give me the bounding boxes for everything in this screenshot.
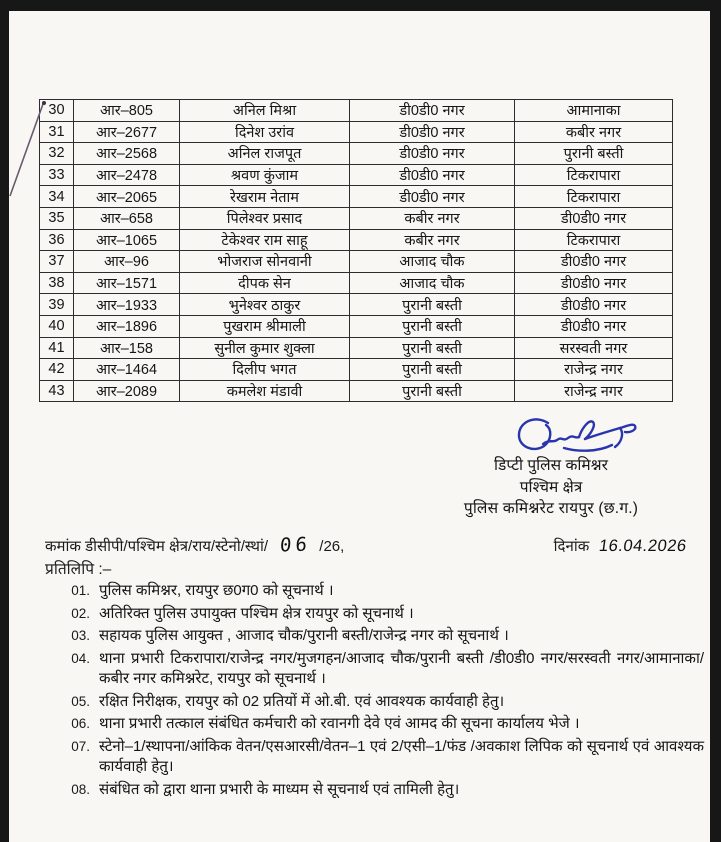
- new-posting-cell: टिकरापारा: [515, 164, 673, 186]
- list-item-text: पुलिस कमिश्नर, रायपुर छ0ग0 को सूचनार्थ ।: [99, 582, 334, 599]
- reference-line: [45, 534, 701, 556]
- table-row: [40, 272, 673, 294]
- scan-border-right: [710, 0, 721, 842]
- belt-number-cell: आर–1065: [74, 229, 180, 251]
- new-posting-cell: सरस्वती नगर: [515, 337, 673, 359]
- employee-name-cell: दीपक सेन: [180, 272, 350, 294]
- serial-cell: 39: [40, 294, 74, 316]
- list-item-number: 06.: [71, 716, 90, 731]
- employee-name-cell: पुखराम श्रीमाली: [180, 315, 350, 337]
- belt-number-cell: आर–2677: [74, 121, 180, 143]
- belt-number-cell: आर–1464: [74, 359, 180, 381]
- serial-cell: 35: [40, 207, 74, 229]
- table-row: [40, 186, 673, 208]
- serial-cell: 32: [40, 143, 74, 165]
- belt-number-cell: आर–658: [74, 207, 180, 229]
- reference-number-handwritten: 06: [279, 533, 312, 557]
- list-item-text: संबंधित को द्वारा थाना प्रभारी के माध्यम से सूचनार्थ एवं तामिली हेतु।: [99, 780, 460, 798]
- employee-name-cell: अनिल मिश्रा: [180, 100, 350, 122]
- list-item-text: रक्षित निरीक्षक, रायपुर को 02 प्रतियों में ओ.बी. एवं आवश्यक कार्यवाही हेतु।: [99, 692, 505, 710]
- serial-cell: 37: [40, 251, 74, 273]
- employee-name-cell: पिलेश्वर प्रसाद: [180, 207, 350, 229]
- signature-scribble: [512, 411, 654, 465]
- current-posting-cell: पुरानी बस्ती: [350, 380, 515, 402]
- belt-number-cell: आर–1933: [74, 294, 180, 316]
- list-item-text: स्टेनो–1/स्थापना/आंकिक वेतन/एसआरसी/वेतन–1 एवं 2/एसी–1/फंड /अवकाश लिपिक को सूचनार्थ एवं आवश्यक कार्यवाही हेतु।: [99, 737, 704, 775]
- belt-number-cell: आर–2478: [74, 164, 180, 186]
- list-item-text: अतिरिक्त पुलिस उपायुक्त पश्चिम क्षेत्र रायपुर को सूचनार्थ ।: [99, 604, 414, 622]
- table-row: [40, 121, 673, 143]
- new-posting-cell: आमानाका: [515, 100, 673, 122]
- reference-number-label: कमांक डीसीपी/पश्चिम क्षेत्र/राय/स्टेनो/स्थां/: [45, 538, 269, 555]
- list-item-text: थाना प्रभारी तत्काल संबंधित कर्मचारी को रवानगी देवे एवं आमद की सूचना कार्यालय भेजे ।: [99, 715, 580, 732]
- serial-cell: 36: [40, 229, 74, 251]
- current-posting-cell: डी0डी0 नगर: [350, 143, 515, 165]
- new-posting-cell: डी0डी0 नगर: [515, 272, 673, 294]
- employee-name-cell: दिलीप भगत: [180, 359, 350, 381]
- belt-number-cell: आर–2568: [74, 143, 180, 165]
- list-item-number: 03.: [71, 628, 90, 643]
- scan-border-left: [0, 0, 9, 842]
- employee-name-cell: रेखराम नेताम: [180, 186, 350, 208]
- list-item: [62, 649, 704, 690]
- employee-name-cell: भुनेश्वर ठाकुर: [180, 294, 350, 316]
- list-item-number: 04.: [71, 650, 90, 666]
- current-posting-cell: डी0डी0 नगर: [350, 186, 515, 208]
- serial-cell: 40: [40, 315, 74, 337]
- new-posting-cell: डी0डी0 नगर: [515, 251, 673, 273]
- date-value-handwritten: 16.04.2026: [598, 537, 689, 555]
- current-posting-cell: पुरानी बस्ती: [350, 337, 515, 359]
- table-row: [40, 229, 673, 251]
- current-posting-cell: डी0डी0 नगर: [350, 121, 515, 143]
- reference-number: [45, 534, 344, 556]
- serial-cell: 42: [40, 359, 74, 381]
- new-posting-cell: डी0डी0 नगर: [515, 315, 673, 337]
- serial-cell: 43: [40, 380, 74, 402]
- employee-name-cell: अनिल राजपूत: [180, 143, 350, 165]
- serial-cell: 31: [40, 121, 74, 143]
- signatory-designation: डिप्टी पुलिस कमिश्नर: [494, 457, 608, 474]
- current-posting-cell: पुरानी बस्ती: [350, 294, 515, 316]
- list-item: [62, 737, 704, 778]
- list-item-text: सहायक पुलिस आयुक्त , आजाद चौक/पुरानी बस्ती/राजेन्द्र नगर को सूचनार्थ ।: [99, 627, 509, 644]
- current-posting-cell: डी0डी0 नगर: [350, 100, 515, 122]
- table-row: [40, 251, 673, 273]
- reference-date: [554, 536, 701, 556]
- new-posting-cell: टिकरापारा: [515, 186, 673, 208]
- employee-name-cell: सुनील कुमार शुक्ला: [180, 337, 350, 359]
- serial-cell: 34: [40, 186, 74, 208]
- table-row: [40, 315, 673, 337]
- current-posting-cell: आजाद चौक: [350, 272, 515, 294]
- belt-number-cell: आर–96: [74, 251, 180, 273]
- list-item-number: 01.: [71, 583, 90, 598]
- employee-name-cell: टेकेश्वर राम साहू: [180, 229, 350, 251]
- serial-cell: 33: [40, 164, 74, 186]
- belt-number-cell: आर–1896: [74, 315, 180, 337]
- list-item: [62, 626, 704, 647]
- list-item: [62, 714, 704, 735]
- new-posting-cell: डी0डी0 नगर: [515, 294, 673, 316]
- table-row: [40, 294, 673, 316]
- employee-name-cell: दिनेश उरांव: [180, 121, 350, 143]
- belt-number-cell: आर–158: [74, 337, 180, 359]
- list-item-number: 08.: [71, 781, 90, 797]
- distribution-list: [62, 581, 704, 802]
- list-item-number: 05.: [71, 693, 90, 709]
- employee-name-cell: भोजराज सोनवानी: [180, 251, 350, 273]
- list-item: [62, 780, 704, 801]
- new-posting-cell: टिकरापारा: [515, 229, 673, 251]
- list-item: [62, 604, 704, 625]
- employee-name-cell: कमलेश मंडावी: [180, 380, 350, 402]
- table-row: [40, 359, 673, 381]
- current-posting-cell: कबीर नगर: [350, 207, 515, 229]
- transfer-table: [39, 99, 673, 402]
- reference-number-suffix: /26,: [319, 538, 345, 555]
- table-row: [40, 207, 673, 229]
- current-posting-cell: कबीर नगर: [350, 229, 515, 251]
- belt-number-cell: आर–1571: [74, 272, 180, 294]
- table-row: [40, 143, 673, 165]
- table-row: [40, 380, 673, 402]
- table-row: [40, 337, 673, 359]
- date-label: दिनांक: [553, 538, 590, 555]
- current-posting-cell: पुरानी बस्ती: [350, 315, 515, 337]
- current-posting-cell: डी0डी0 नगर: [350, 164, 515, 186]
- list-item-number: 02.: [71, 605, 90, 621]
- table-row: [40, 100, 673, 122]
- new-posting-cell: पुरानी बस्ती: [515, 143, 673, 165]
- list-item-number: 07.: [71, 738, 90, 754]
- signatory-office: पुलिस कमिश्नरेट रायपुर (छ.ग.): [463, 500, 639, 517]
- current-posting-cell: आजाद चौक: [350, 251, 515, 273]
- serial-cell: 30: [40, 100, 74, 122]
- current-posting-cell: पुरानी बस्ती: [350, 359, 515, 381]
- list-item: [62, 692, 704, 713]
- belt-number-cell: आर–2065: [74, 186, 180, 208]
- serial-cell: 41: [40, 337, 74, 359]
- belt-number-cell: आर–2089: [74, 380, 180, 402]
- new-posting-cell: कबीर नगर: [515, 121, 673, 143]
- new-posting-cell: राजेन्द्र नगर: [515, 359, 673, 381]
- new-posting-cell: राजेन्द्र नगर: [515, 380, 673, 402]
- employee-name-cell: श्रवण कुंजाम: [180, 164, 350, 186]
- signatory-zone: पश्चिम क्षेत्र: [519, 478, 583, 496]
- copy-to-heading: प्रतिलिपि :–: [45, 561, 112, 578]
- list-item: [62, 581, 704, 602]
- new-posting-cell: डी0डी0 नगर: [515, 207, 673, 229]
- table-row: [40, 164, 673, 186]
- list-item-text: थाना प्रभारी टिकरापारा/राजेन्द्र नगर/मुजगहन/आजाद चौक/पुरानी बस्ती /डी0डी0 नगर/सरस्वती नगर/आमानाका/कबीर नगर कमिश्नरेट, रायपुर को सूचनार्थ ।: [99, 649, 704, 687]
- scan-artifact-line: [0, 0, 60, 210]
- belt-number-cell: आर–805: [74, 100, 180, 122]
- scan-border-top: [0, 0, 721, 11]
- serial-cell: 38: [40, 272, 74, 294]
